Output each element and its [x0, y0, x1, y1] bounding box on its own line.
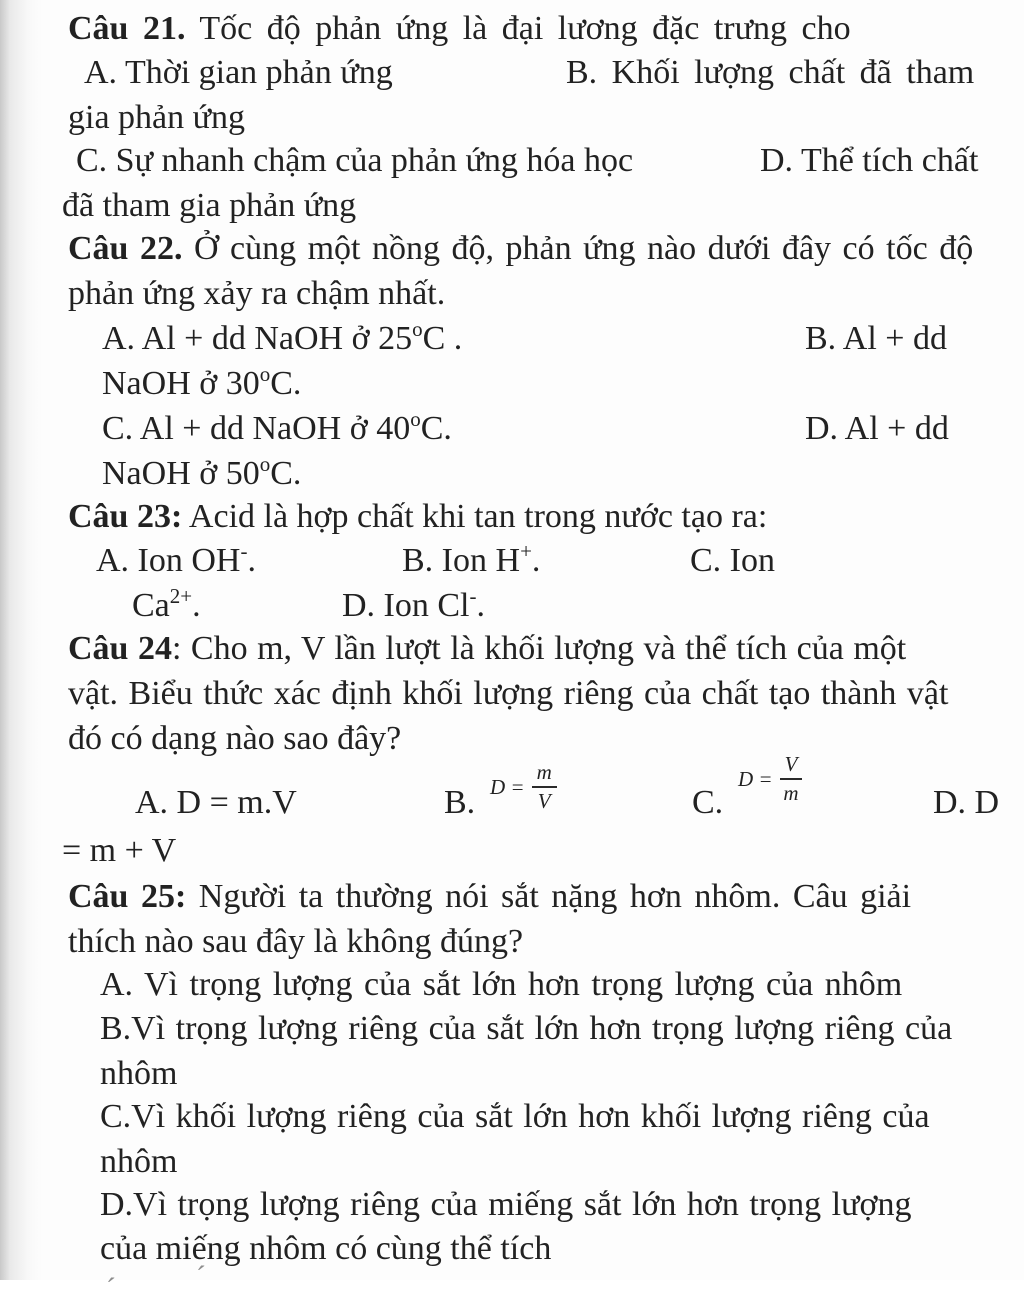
- text-segment: C. Ion: [690, 542, 775, 579]
- scan-left-edge-shadow: [0, 0, 42, 1280]
- text-segment: B. Al + dd: [805, 320, 947, 357]
- text-segment: Ca: [132, 587, 170, 624]
- fraction-denominator: V: [537, 789, 551, 813]
- text-segment: của miếng nhôm có cùng thể tích: [100, 1230, 552, 1267]
- q21-option-d: [760, 140, 978, 182]
- q22-stem-wrap: [68, 273, 445, 315]
- q22-option-d: [805, 408, 949, 450]
- q22-option-b-wrap: [102, 363, 301, 405]
- text-segment: C.: [270, 455, 302, 492]
- q21-option-d-wrap: [62, 185, 356, 227]
- text-segment: C. Sự nhanh chậm của phản ứng hóa học: [76, 142, 634, 179]
- q25-option-d: [100, 1184, 912, 1226]
- text-segment: B. Khối lượng chất đã tham: [566, 54, 975, 91]
- superscript-text: 2+: [169, 584, 193, 608]
- text-segment: gia phản ứng: [68, 99, 246, 136]
- superscript-text: +: [520, 539, 532, 563]
- text-segment: C. Al + dd NaOH ở 40: [102, 410, 411, 447]
- q25-option-a: [100, 964, 902, 1006]
- q25-option-b: [100, 1008, 952, 1050]
- text-segment: C.: [270, 365, 302, 402]
- formula-lhs: D =: [490, 774, 525, 799]
- text-segment: A. Ion OH: [96, 542, 241, 579]
- q24-option-b-formula: [490, 762, 557, 812]
- text-segment: D.Vì trọng lượng riêng của miếng sắt lớn hơn trọng lượng: [100, 1186, 912, 1223]
- text-segment: B. Ion H: [402, 542, 521, 579]
- text-segment: Ở cùng một nồng độ, phản ứng nào dưới đây có tốc độ: [182, 230, 974, 267]
- q21-option-c: [76, 140, 633, 182]
- text-segment: .: [476, 587, 485, 624]
- text-segment: Người ta thường nói sắt nặng hơn nhôm. Câu giải: [186, 878, 912, 915]
- text-segment: D. D: [933, 784, 1000, 821]
- text-segment: ˊ: [106, 1272, 116, 1305]
- text-segment: Tốc độ phản ứng là đại lương đặc trưng cho: [185, 10, 851, 47]
- q23-label-stem: [68, 496, 767, 538]
- q21-option-a: [84, 52, 393, 94]
- text-segment: D. Ion Cl: [342, 587, 470, 624]
- superscript-text: o: [410, 407, 421, 431]
- text-segment: thích nào sau đây là không đúng?: [68, 923, 524, 960]
- text-segment: nhôm: [100, 1143, 178, 1180]
- text-segment: A. Al + dd NaOH ở 25: [102, 320, 413, 357]
- text-segment: đã tham gia phản ứng: [62, 187, 357, 224]
- q23-option-d: [342, 585, 485, 627]
- formula-fraction: [780, 754, 803, 804]
- text-segment: D. Al + dd: [805, 410, 949, 447]
- text-segment: nhôm: [100, 1055, 178, 1092]
- q25-label-stem: [68, 876, 911, 918]
- text-segment: .: [247, 542, 256, 579]
- text-segment: B.: [444, 784, 476, 821]
- superscript-text: o: [259, 452, 271, 476]
- text-segment: = m + V: [62, 832, 177, 869]
- q24-label-stem: [68, 628, 906, 670]
- q22-option-d-wrap: [102, 453, 301, 495]
- q23-option-a: [96, 540, 256, 582]
- text-segment: .: [192, 587, 201, 624]
- formula-lhs: D =: [738, 766, 773, 791]
- next-line-cutoff-remnant-2: [106, 1268, 116, 1310]
- q21-label-stem: [68, 8, 851, 50]
- q21-option-b: [566, 52, 974, 94]
- q25-option-c-wrap: [100, 1141, 177, 1183]
- superscript-text: o: [412, 317, 423, 341]
- q24-option-c-label: [692, 782, 723, 824]
- text-segment: C.: [692, 784, 724, 821]
- q24-stem-wrap-1: [68, 673, 948, 715]
- q22-label-stem: [68, 228, 973, 270]
- fraction-numerator: V: [780, 754, 803, 780]
- text-segment: C .: [422, 320, 463, 357]
- text-segment: A. Vì trọng lượng của sắt lớn hơn trọng lượng của nhôm: [100, 966, 903, 1003]
- q24-option-d-label: [933, 782, 999, 824]
- q23-option-c-wrap: [132, 585, 201, 627]
- text-segment: A. D = m.V: [135, 784, 297, 821]
- q22-option-a: [102, 318, 462, 360]
- text-segment: C.: [420, 410, 452, 447]
- q23-option-b: [402, 540, 540, 582]
- text-segment: .: [531, 542, 541, 579]
- text-segment: ˊ: [196, 1260, 206, 1293]
- q22-option-b: [805, 318, 947, 360]
- fraction-denominator: m: [783, 781, 799, 805]
- text-segment: A. Thời gian phản ứng: [84, 54, 393, 91]
- q23-option-c: [690, 540, 775, 582]
- q24-option-c-formula: [738, 754, 802, 804]
- q22-option-c: [102, 408, 452, 450]
- text-segment: đó có dạng nào sao đây?: [68, 720, 402, 757]
- question-number-label: Câu 22.: [68, 230, 183, 267]
- question-number-label: Câu 24: [68, 630, 172, 667]
- formula-fraction: [532, 762, 557, 812]
- superscript-text: -: [240, 539, 248, 563]
- q25-option-b-wrap: [100, 1053, 177, 1095]
- fraction-numerator: m: [532, 762, 557, 788]
- q24-option-a: [135, 782, 297, 824]
- q25-stem-wrap: [68, 921, 523, 963]
- q25-option-c: [100, 1096, 930, 1138]
- superscript-text: -: [469, 584, 477, 608]
- text-segment: D. Thể tích chất: [760, 142, 979, 179]
- q24-stem-wrap-2: [68, 718, 401, 760]
- text-segment: : Cho m, V lần lượt là khối lượng và thể tích của một: [171, 630, 907, 667]
- superscript-text: o: [259, 362, 271, 386]
- question-number-label: Câu 23:: [68, 498, 183, 535]
- text-segment: phản ứng xảy ra chậm nhất.: [68, 275, 446, 312]
- question-number-label: Câu 21.: [68, 10, 186, 47]
- text-segment: B.Vì trọng lượng riêng của sắt lớn hơn trọng lượng riêng của: [100, 1010, 953, 1047]
- q21-option-b-wrap: [68, 97, 245, 139]
- text-segment: Acid là hợp chất khi tan trong nước tạo ra:: [182, 498, 768, 535]
- q24-option-b-label: [444, 782, 475, 824]
- text-segment: NaOH ở 30: [102, 365, 260, 402]
- q24-option-d-wrap: [62, 830, 176, 872]
- next-line-cutoff-remnant-1: [196, 1256, 206, 1298]
- q25-option-d-wrap: [100, 1228, 551, 1270]
- text-segment: C.Vì khối lượng riêng của sắt lớn hơn khối lượng riêng của: [100, 1098, 930, 1135]
- text-segment: NaOH ở 50: [102, 455, 260, 492]
- text-segment: vật. Biểu thức xác định khối lượng riêng của chất tạo thành vật: [68, 675, 949, 712]
- question-number-label: Câu 25:: [68, 878, 187, 915]
